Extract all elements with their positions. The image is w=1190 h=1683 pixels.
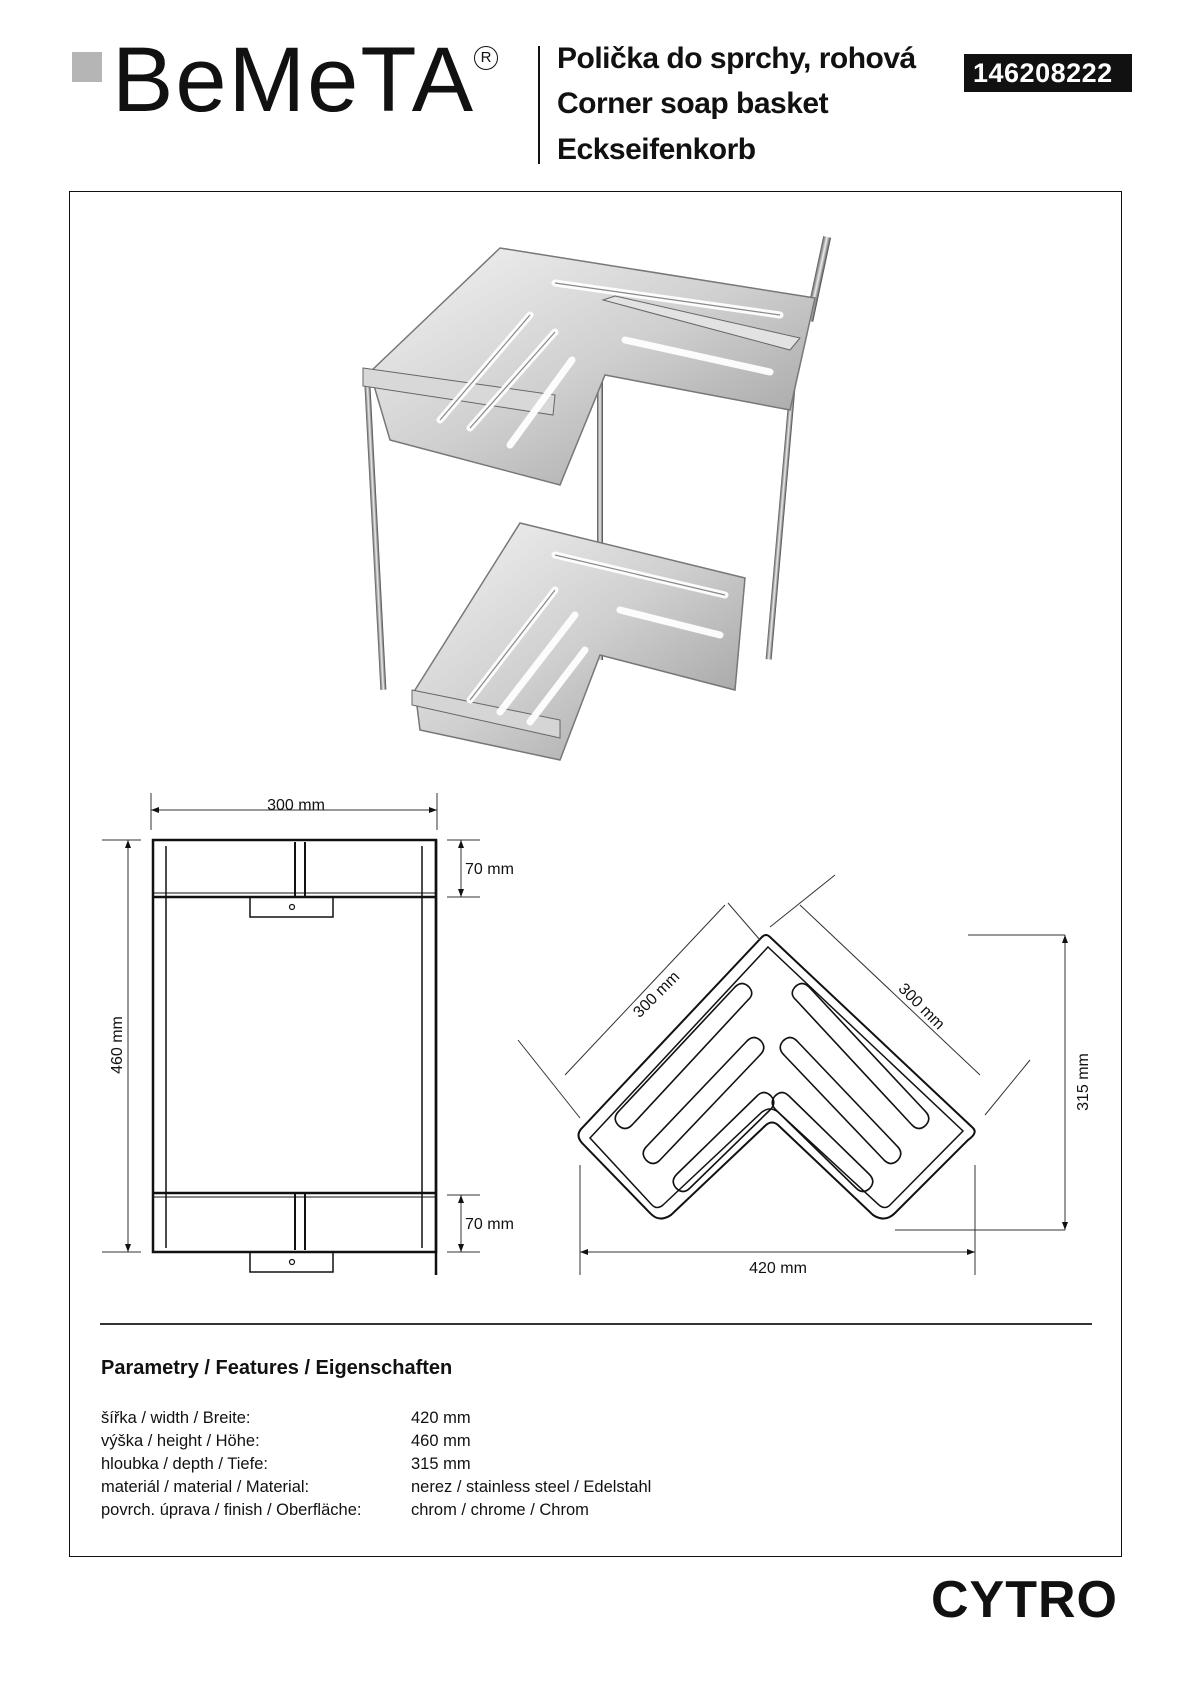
feature-label-height: výška / height / Höhe:	[101, 1432, 260, 1450]
feature-value-height: 460 mm	[411, 1432, 471, 1450]
dim-front-width: 300 mm	[267, 797, 325, 814]
title-de: Eckseifenkorb	[557, 133, 756, 166]
section-divider	[100, 1323, 1092, 1325]
brand-logo: BeMeTA	[112, 29, 476, 131]
dim-top-depth: 315 mm	[1075, 1053, 1092, 1111]
title-cz: Polička do sprchy, rohová	[557, 42, 916, 75]
feature-value-finish: chrom / chrome / Chrom	[411, 1501, 589, 1519]
feature-label-depth: hloubka / depth / Tiefe:	[101, 1455, 268, 1473]
dim-top-right-side: 300 mm	[894, 980, 948, 1034]
features-title: Parametry / Features / Eigenschaften	[101, 1357, 453, 1379]
title-en: Corner soap basket	[557, 87, 829, 120]
front-view-drawing	[102, 793, 480, 1275]
dim-front-height: 460 mm	[109, 1016, 126, 1074]
series-name: CYTRO	[931, 1571, 1118, 1629]
top-view-drawing	[518, 875, 1068, 1275]
product-code: 146208222	[964, 54, 1132, 92]
feature-label-finish: povrch. úprava / finish / Oberfläche:	[101, 1501, 362, 1519]
dim-front-bottom-gap: 70 mm	[465, 1216, 514, 1233]
feature-value-width: 420 mm	[411, 1409, 471, 1427]
dim-top-left-side: 300 mm	[630, 968, 684, 1022]
feature-label-width: šířka / width / Breite:	[101, 1409, 251, 1427]
dim-front-top-gap: 70 mm	[465, 861, 514, 878]
feature-value-depth: 315 mm	[411, 1455, 471, 1473]
dim-top-width: 420 mm	[749, 1260, 807, 1277]
registered-mark: R	[474, 46, 498, 70]
feature-value-material: nerez / stainless steel / Edelstahl	[411, 1478, 652, 1496]
feature-label-material: materiál / material / Material:	[101, 1478, 310, 1496]
product-illustration	[363, 236, 831, 760]
